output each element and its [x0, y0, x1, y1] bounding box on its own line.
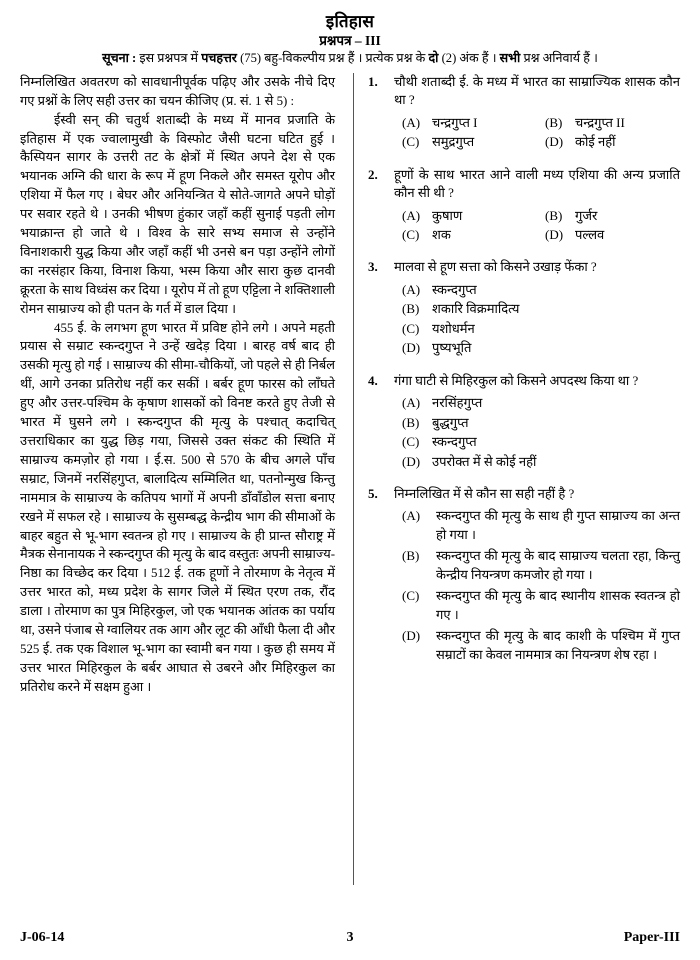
option-label: नरसिंहगुप्त: [432, 395, 483, 411]
question-number: 1.: [368, 73, 378, 89]
option-label: स्कन्दगुप्त की मृत्यु के बाद साम्राज्य चलता रहा, किन्तु केन्द्रीय नियन्त्रण कमजोर हो गया ।: [436, 548, 680, 582]
question-body: [394, 372, 680, 472]
question-number: 2.: [368, 166, 378, 182]
two-column-body: [20, 73, 680, 888]
question-text: हूणों के साथ भारत आने वाली मध्य एशिया की अन्य प्रजाति कौन सी थी ?: [394, 166, 680, 201]
question-body: [394, 485, 680, 667]
option-label: गुर्जर: [575, 207, 598, 223]
option-c[interactable]: [394, 433, 680, 451]
page-title: इतिहास: [325, 12, 375, 31]
option-a[interactable]: [394, 394, 680, 412]
paper-subtitle: प्रश्नपत्र – III: [319, 32, 381, 48]
option-list: [394, 114, 680, 153]
option-b[interactable]: [394, 414, 680, 432]
instruction-emphasis-total: पचहत्तर: [201, 51, 237, 66]
option-b[interactable]: [394, 300, 680, 318]
option-label: कोई नहीं: [575, 134, 616, 150]
option-b[interactable]: [537, 207, 680, 225]
option-b[interactable]: [537, 114, 680, 132]
option-key: (A): [402, 114, 421, 130]
instruction-emphasis-all: सभी: [499, 51, 521, 66]
question-item: [368, 372, 680, 472]
option-label: उपरोक्त में से कोई नहीं: [432, 453, 537, 469]
instruction-part-3: (2) अंक हैं ।: [441, 51, 497, 66]
page-footer: [20, 930, 680, 946]
instruction-part-1: इस प्रश्नपत्र में: [139, 51, 199, 66]
option-list: [394, 394, 680, 471]
option-a[interactable]: [394, 281, 680, 299]
option-a[interactable]: [394, 207, 537, 225]
option-key: (D): [402, 340, 421, 356]
option-key: (B): [402, 548, 420, 564]
option-key: (D): [402, 453, 421, 469]
instruction-label: सूचना :: [102, 51, 137, 66]
questions-column: [354, 73, 680, 888]
question-body: [394, 166, 680, 246]
option-key: (D): [402, 628, 421, 644]
option-key: (C): [402, 588, 420, 604]
question-text: निम्नलिखित में से कौन सा सही नहीं है ?: [394, 485, 575, 501]
option-label: बुद्धगुप्त: [432, 414, 469, 430]
option-label: यशोधर्मन: [432, 320, 475, 336]
option-key: (D): [545, 134, 564, 150]
option-label: स्कन्दगुप्त: [432, 281, 477, 297]
option-key: (D): [545, 226, 564, 242]
option-d[interactable]: [394, 339, 680, 357]
option-label: स्कन्दगुप्त की मृत्यु के बाद स्थानीय शासक स्वतन्त्र हो गए ।: [436, 588, 680, 622]
instruction-part-2: (75) बहु-विकल्पीय प्रश्न हैं । प्रत्येक प्रश्न के: [240, 51, 426, 66]
option-key: (A): [402, 281, 421, 297]
option-label: शक: [432, 226, 451, 242]
instruction-emphasis-marks: दो: [428, 51, 439, 66]
option-label: स्कन्दगुप्त: [432, 434, 477, 450]
option-a[interactable]: [394, 507, 680, 544]
option-c[interactable]: [394, 226, 537, 244]
question-item: [368, 73, 680, 153]
option-key: (B): [545, 207, 563, 223]
instruction-line: [20, 51, 680, 67]
option-key: (C): [402, 134, 420, 150]
option-key: (C): [402, 320, 420, 336]
question-body: [394, 258, 680, 358]
option-list: [394, 507, 680, 664]
option-key: (C): [402, 434, 420, 450]
option-label: स्कन्दगुप्त की मृत्यु के साथ ही गुप्त साम्राज्य का अन्त हो गया ।: [436, 508, 680, 542]
question-text: चौथी शताब्दी ई. के मध्य में भारत का साम्राज्यिक शासक कौन था ?: [394, 73, 680, 108]
option-d[interactable]: [537, 226, 680, 244]
question-number: 3.: [368, 259, 378, 275]
option-label: शकारि विक्रमादित्य: [432, 301, 520, 317]
passage-paragraph-1: ईस्वी सन् की चतुर्थ शताब्दी के मध्य में मानव प्रजाति के इतिहास में एक ज्वालामुखी के विस्फोट जैसी घटना घटित हुई । कैस्पियन सागर के उत्तरी तट के क्षेत्रों में स्थित अपने देश से एक भयानक अग्नि की धारा के रूप में हूण निकले और समस्त यूरोप और एशिया में फैल गए । बेघर और अनियन्त्रित ये सोते-जागते अपने घोड़ों पर सवार रहते थे । उनकी भीषण हुंकार जहाँ कहीं सुनाई पड़ती लोग भयाक्रान्त हो जाते थे । विश्व के सारे सभ्य समाज से उन्होंने विनाशकारी युद्ध किया और जहाँ कहीं भी उनसे बन पड़ा उन्होंने लोगों का नरसंहार किया, विनाश किया, भस्म किया और सारा कुछ दानवी क्रूरता के साथ विध्वंस कर दिया । यूरोप में तो हूण एट्टिला ने शक्तिशाली रोमन साम्राज्य को ही पतन के गर्त में डाल दिया ।: [20, 112, 335, 316]
passage-paragraph-2: 455 ई. के लगभग हूण भारत में प्रविष्ट होने लगे । अपने महती प्रयास से सम्राट स्कन्दगुप्त ने उन्हें खदेड़ दिया । बारह वर्ष बाद ही उसकी मृत्यु हो गई । साम्राज्य की सीमा-चौकियों, जो पहले से ही निर्बल थीं, आगे उनका प्रतिरोध नहीं कर सकीं । बर्बर हूण फारस को लाँघते हुए और उत्तर-पश्चिम के कृषाण शासकों को विनष्ट करते हुए तेजी से भारत में घुसने लगे । स्कन्दगुप्त की मृत्यु के पश्चात् कदाचित् उत्तराधिकार का युद्ध छिड़ गया, जिससे उक्त संकट की स्थिति में साम्राज्य कमज़ोर हो गया । ई.स. 500 से 570 के बीच अगले पाँच सम्राट, जिनमें नरसिंहगुप्त, बालादित्य सम्मिलित था, पतनोन्मुख किन्तु नाममात्र के साम्राज्य के कतिपय भागों में अपनी डाँवाँडोल सत्ता बनाए रखने में सफल रहे । साम्राज्य के सुसम्बद्ध केन्द्रीय भाग की सीमाओं के बाहर बहुत से भू-भाग स्वतन्त्र हो गए । साम्राज्य के ही प्रान्त सौराष्ट्र में मैत्रक सेनानायक ने स्कन्दगुप्त की मृत्यु के बाद वस्तुतः अपनी साम्राज्य-निष्ठा का विच्छेद कर दिया । 512 ई. तक हूणों ने तोरमाण के नेतृत्व में उत्तर भारत को, मध्य प्रदेश के सागर जिले में स्थित एरण तक, रौंद डाला । तोरमाण का पुत्र मिहिरकुल, जो एक भयानक आंतक का पर्याय था, उसने पंजाब से ग्वालियर तक आग और लूट की आँधी फैला दी और 525 ई. तक एक विशाल भू-भाग का स्वामी बन गया । कुछ ही समय में उत्तर भारत मिहिरकुल के बर्बर आघात से उबरने और मिहिरकुल का प्रतिरोध करने में सक्षम हुआ ।: [20, 320, 335, 694]
option-c[interactable]: [394, 133, 537, 151]
instruction-part-4: प्रश्न अनिवार्य हैं ।: [523, 51, 598, 66]
question-text: मालवा से हूण सत्ता को किसने उखाड़ फेंका ?: [394, 259, 597, 275]
option-d[interactable]: [394, 453, 680, 471]
passage-directions: निम्नलिखित अवतरण को सावधानीपूर्वक पढ़िए और उसके नीचे दिए गए प्रश्नों के लिए सही उत्तर का चयन कीजिए (प्र. सं. 1 से 5) :: [20, 74, 335, 108]
option-label: पुष्यभूति: [432, 340, 472, 356]
question-item: [368, 485, 680, 667]
option-key: (A): [402, 508, 421, 524]
question-number: 5.: [368, 485, 378, 501]
option-label: चन्द्रगुप्त I: [432, 114, 478, 130]
question-number: 4.: [368, 372, 378, 388]
question-item: [368, 258, 680, 358]
passage-column: [20, 73, 345, 888]
option-key: (B): [545, 114, 563, 130]
booklet-code: J-06-14: [20, 930, 65, 945]
option-b[interactable]: [394, 547, 680, 584]
question-text: गंगा घाटी से मिहिरकुल को किसने अपदस्थ किया था ?: [394, 372, 639, 388]
option-key: (A): [402, 395, 421, 411]
page-number: 3: [346, 930, 354, 945]
paper-label: Paper-III: [623, 930, 680, 945]
option-label: चन्द्रगुप्त II: [575, 114, 625, 130]
option-label: स्कन्दगुप्त की मृत्यु के बाद काशी के पश्चिम में गुप्त सम्राटों का केवल नाममात्र का नियन्त्रण शेष रहा ।: [436, 628, 680, 662]
option-list: [394, 281, 680, 358]
option-label: पल्लव: [575, 226, 605, 242]
option-c[interactable]: [394, 320, 680, 338]
option-label: समुद्रगुप्त: [432, 134, 475, 150]
option-key: (C): [402, 226, 420, 242]
option-key: (B): [402, 301, 420, 317]
question-item: [368, 166, 680, 246]
question-body: [394, 73, 680, 153]
option-key: (A): [402, 207, 421, 223]
option-d[interactable]: [537, 133, 680, 151]
option-list: [394, 207, 680, 246]
option-c[interactable]: [394, 587, 680, 624]
option-key: (B): [402, 414, 420, 430]
option-a[interactable]: [394, 114, 537, 132]
option-label: कुषाण: [432, 207, 463, 223]
option-d[interactable]: [394, 627, 680, 664]
